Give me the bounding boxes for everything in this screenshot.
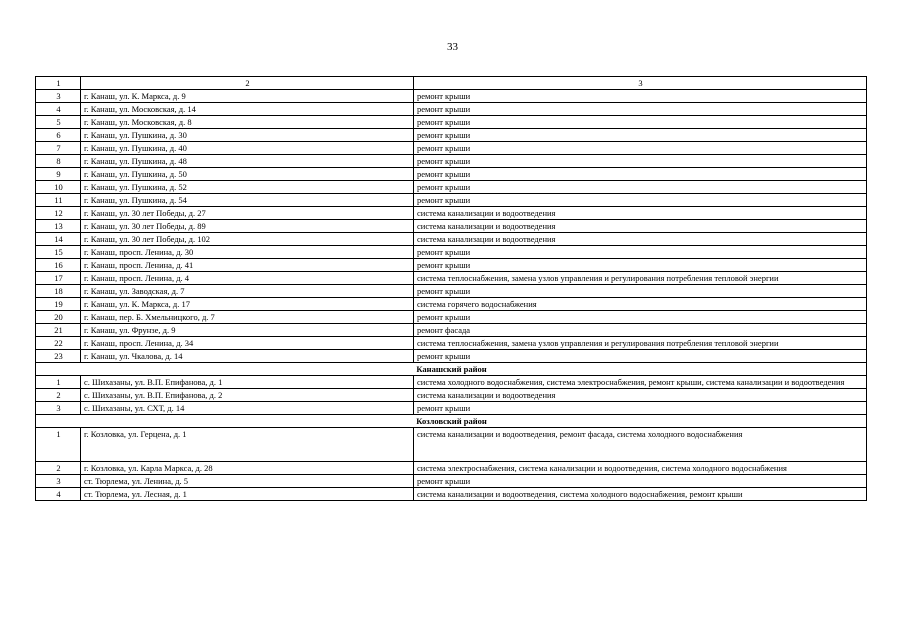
table-row	[36, 220, 867, 233]
row-number: 16	[36, 259, 81, 272]
address-cell: ст. Тюрлема, ул. Лесная, д. 1	[81, 488, 414, 501]
table-row	[36, 259, 867, 272]
work-type-cell: ремонт крыши	[414, 103, 867, 116]
work-type-cell: ремонт крыши	[414, 259, 867, 272]
work-type-cell: система теплоснабжения, замена узлов управления и регулирования потребления тепловой энергии	[414, 272, 867, 285]
table-row	[36, 428, 867, 462]
address-cell: г. Канаш, ул. К. Маркса, д. 17	[81, 298, 414, 311]
table-row	[36, 324, 867, 337]
address-cell: ст. Тюрлема, ул. Ленина, д. 5	[81, 475, 414, 488]
row-number: 3	[36, 402, 81, 415]
work-type-cell: система горячего водоснабжения	[414, 298, 867, 311]
work-type-cell: ремонт крыши	[414, 181, 867, 194]
address-cell: г. Канаш, просп. Ленина, д. 4	[81, 272, 414, 285]
address-cell: г. Канаш, ул. Чкалова, д. 14	[81, 350, 414, 363]
row-number: 6	[36, 129, 81, 142]
section-title: Канашский район	[36, 363, 867, 376]
work-type-cell: система канализации и водоотведения	[414, 389, 867, 402]
register-table	[35, 76, 867, 501]
table-row	[36, 142, 867, 155]
table-row	[36, 103, 867, 116]
row-number: 2	[36, 462, 81, 475]
section-title: Козловский район	[36, 415, 867, 428]
table-row	[36, 272, 867, 285]
section-heading-row	[36, 415, 867, 428]
work-type-cell: ремонт крыши	[414, 116, 867, 129]
row-number: 12	[36, 207, 81, 220]
row-number: 9	[36, 168, 81, 181]
table-row	[36, 207, 867, 220]
work-type-cell: система канализации и водоотведения, система холодного водоснабжения, ремонт крыши	[414, 488, 867, 501]
table-row	[36, 350, 867, 363]
work-type-cell: ремонт крыши	[414, 194, 867, 207]
table-row	[36, 462, 867, 475]
address-cell: г. Канаш, ул. Московская, д. 14	[81, 103, 414, 116]
row-number: 14	[36, 233, 81, 246]
address-cell: г. Канаш, просп. Ленина, д. 34	[81, 337, 414, 350]
row-number: 22	[36, 337, 81, 350]
work-type-cell: система канализации и водоотведения	[414, 207, 867, 220]
work-type-cell: ремонт крыши	[414, 246, 867, 259]
table-row	[36, 155, 867, 168]
table-row	[36, 311, 867, 324]
column-header-3: 3	[414, 77, 867, 90]
work-type-cell: ремонт крыши	[414, 142, 867, 155]
address-cell: г. Козловка, ул. Герцена, д. 1	[81, 428, 414, 462]
row-number: 17	[36, 272, 81, 285]
table-row	[36, 246, 867, 259]
work-type-cell: система канализации и водоотведения, ремонт фасада, система холодного водоснабжения	[414, 428, 867, 462]
address-cell: г. Канаш, ул. Пушкина, д. 50	[81, 168, 414, 181]
address-cell: г. Канаш, ул. 30 лет Победы, д. 27	[81, 207, 414, 220]
section-heading-row	[36, 363, 867, 376]
row-number: 21	[36, 324, 81, 337]
table-row	[36, 181, 867, 194]
page-number: 33	[447, 41, 458, 53]
work-type-cell: ремонт крыши	[414, 285, 867, 298]
address-cell: г. Канаш, ул. Пушкина, д. 40	[81, 142, 414, 155]
row-number: 4	[36, 488, 81, 501]
address-cell: г. Канаш, ул. Заводская, д. 7	[81, 285, 414, 298]
work-type-cell: ремонт фасада	[414, 324, 867, 337]
table-row	[36, 129, 867, 142]
row-number: 5	[36, 116, 81, 129]
work-type-cell: система канализации и водоотведения	[414, 233, 867, 246]
table-row	[36, 402, 867, 415]
row-number: 23	[36, 350, 81, 363]
work-type-cell: ремонт крыши	[414, 311, 867, 324]
table-row	[36, 194, 867, 207]
work-type-cell: система теплоснабжения, замена узлов управления и регулирования потребления тепловой энергии	[414, 337, 867, 350]
row-number: 15	[36, 246, 81, 259]
address-cell: г. Канаш, ул. Пушкина, д. 48	[81, 155, 414, 168]
address-cell: с. Шихазаны, ул. СХТ, д. 14	[81, 402, 414, 415]
table-row	[36, 337, 867, 350]
table-row	[36, 298, 867, 311]
address-cell: г. Канаш, ул. Московская, д. 8	[81, 116, 414, 129]
row-number: 8	[36, 155, 81, 168]
row-number: 2	[36, 389, 81, 402]
work-type-cell: ремонт крыши	[414, 402, 867, 415]
row-number: 13	[36, 220, 81, 233]
row-number: 20	[36, 311, 81, 324]
work-type-cell: ремонт крыши	[414, 475, 867, 488]
table-row	[36, 376, 867, 389]
address-cell: г. Канаш, ул. Пушкина, д. 54	[81, 194, 414, 207]
row-number: 1	[36, 428, 81, 462]
work-type-cell: ремонт крыши	[414, 90, 867, 103]
table-row	[36, 475, 867, 488]
row-number: 18	[36, 285, 81, 298]
table-row	[36, 233, 867, 246]
address-cell: г. Канаш, пер. Б. Хмельницкого, д. 7	[81, 311, 414, 324]
row-number: 11	[36, 194, 81, 207]
column-header-2: 2	[81, 77, 414, 90]
column-header-1: 1	[36, 77, 81, 90]
work-type-cell: ремонт крыши	[414, 129, 867, 142]
work-type-cell: система электроснабжения, система канализации и водоотведения, система холодного водоснабжения	[414, 462, 867, 475]
address-cell: г. Канаш, ул. 30 лет Победы, д. 102	[81, 233, 414, 246]
address-cell: г. Канаш, ул. 30 лет Победы, д. 89	[81, 220, 414, 233]
address-cell: с. Шихазаны, ул. В.П. Епифанова, д. 2	[81, 389, 414, 402]
row-number: 1	[36, 376, 81, 389]
column-number-row	[36, 77, 867, 90]
register-body	[36, 77, 867, 501]
row-number: 3	[36, 90, 81, 103]
row-number: 3	[36, 475, 81, 488]
work-type-cell: ремонт крыши	[414, 155, 867, 168]
address-cell: г. Канаш, просп. Ленина, д. 30	[81, 246, 414, 259]
address-cell: г. Канаш, ул. Фрунзе, д. 9	[81, 324, 414, 337]
row-number: 19	[36, 298, 81, 311]
work-type-cell: система холодного водоснабжения, система электроснабжения, ремонт крыши, система канализации и водоотведения	[414, 376, 867, 389]
address-cell: г. Канаш, ул. Пушкина, д. 52	[81, 181, 414, 194]
address-cell: с. Шихазаны, ул. В.П. Епифанова, д. 1	[81, 376, 414, 389]
row-number: 10	[36, 181, 81, 194]
table-row	[36, 285, 867, 298]
table-row	[36, 90, 867, 103]
row-number: 7	[36, 142, 81, 155]
work-type-cell: ремонт крыши	[414, 350, 867, 363]
table-row	[36, 116, 867, 129]
address-cell: г. Канаш, ул. Пушкина, д. 30	[81, 129, 414, 142]
address-cell: г. Канаш, ул. К. Маркса, д. 9	[81, 90, 414, 103]
work-type-cell: ремонт крыши	[414, 168, 867, 181]
table-row	[36, 168, 867, 181]
address-cell: г. Канаш, просп. Ленина, д. 41	[81, 259, 414, 272]
row-number: 4	[36, 103, 81, 116]
address-cell: г. Козловка, ул. Карла Маркса, д. 28	[81, 462, 414, 475]
table-row	[36, 488, 867, 501]
table-row	[36, 389, 867, 402]
work-type-cell: система канализации и водоотведения	[414, 220, 867, 233]
